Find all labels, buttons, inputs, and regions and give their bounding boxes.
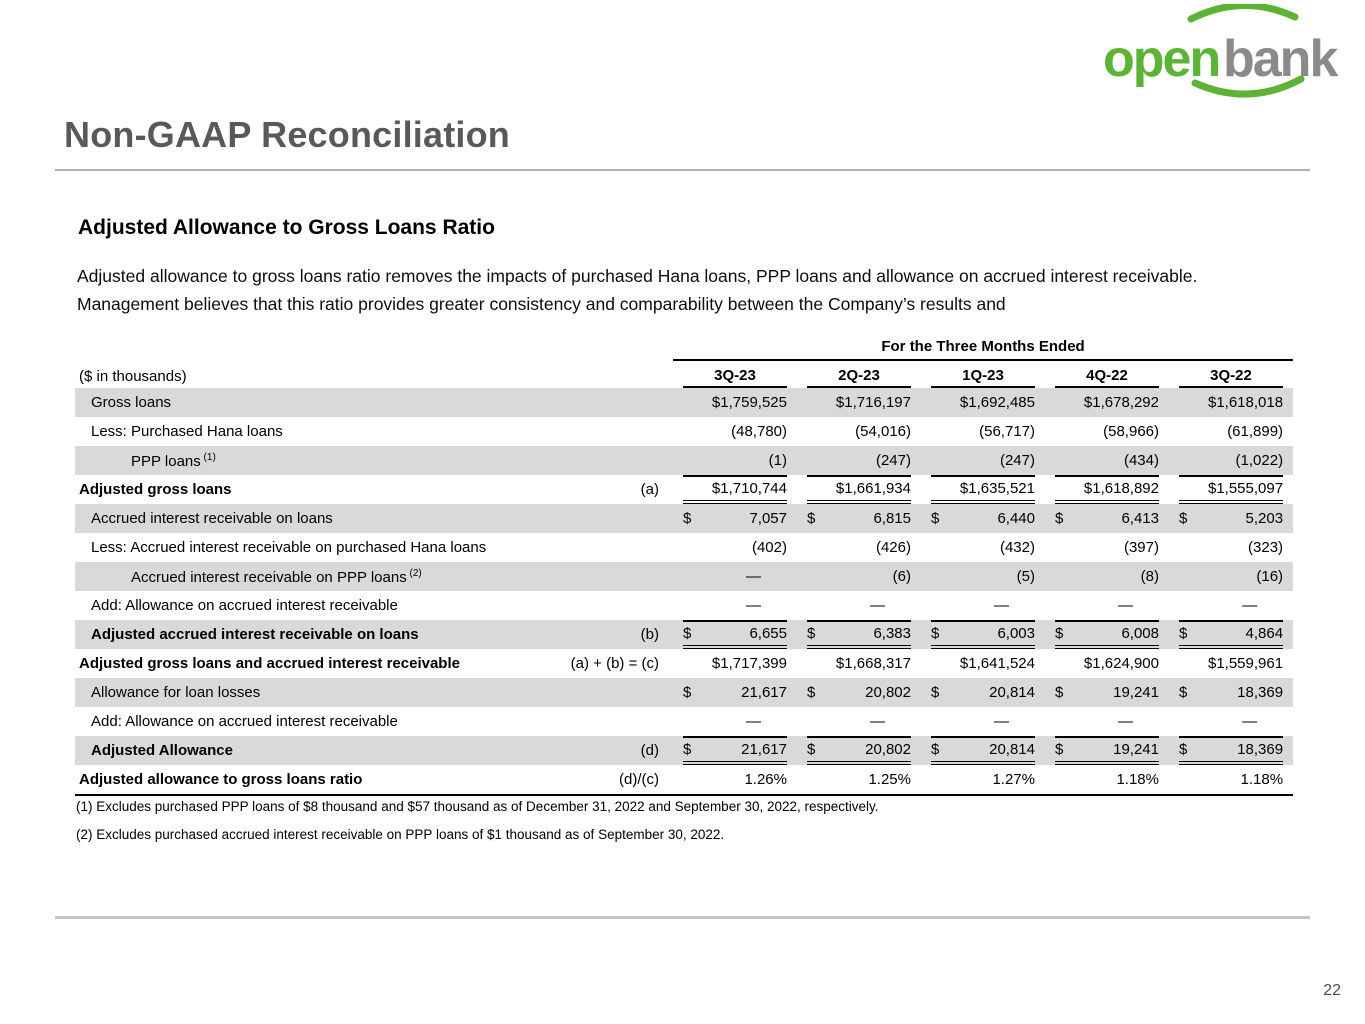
table-row bbox=[75, 533, 1293, 562]
period-header: For the Three Months Ended bbox=[673, 334, 1293, 360]
period-header-row bbox=[75, 334, 1293, 360]
row-formula-label: (b) bbox=[545, 620, 673, 649]
dollar-sign: $ bbox=[1055, 625, 1064, 642]
units-label: ($ in thousands) bbox=[79, 368, 187, 385]
cell-value bbox=[673, 736, 797, 765]
amount: (56,717) bbox=[979, 423, 1035, 440]
row-label: Adjusted allowance to gross loans ratio bbox=[75, 765, 545, 795]
column-header: 3Q-23 bbox=[673, 360, 797, 388]
amount: $1,618,018 bbox=[1207, 394, 1284, 411]
cell-value bbox=[797, 678, 921, 707]
cell-value bbox=[1045, 446, 1169, 475]
table-row bbox=[75, 765, 1293, 795]
dollar-sign: $ bbox=[807, 741, 816, 758]
amount: 1.27% bbox=[992, 771, 1035, 788]
cell-value bbox=[1169, 504, 1293, 533]
table-row bbox=[75, 678, 1293, 707]
amount: (16) bbox=[1256, 568, 1284, 585]
table-body bbox=[75, 388, 1293, 795]
amount: 1.25% bbox=[868, 771, 911, 788]
cell-value bbox=[1169, 562, 1293, 591]
cell-value bbox=[673, 562, 797, 591]
amount: (397) bbox=[1123, 539, 1159, 556]
cell-value bbox=[921, 620, 1045, 649]
cell-value bbox=[673, 765, 797, 795]
section-paragraph: Adjusted allowance to gross loans ratio removes the impacts of purchased Hana loans, PPP loans and allowance on accrued interest receivable. Management believes that this ratio provides greater consistency and comparability between the Company’s results and bbox=[77, 266, 1198, 314]
page-title: Non-GAAP Reconciliation bbox=[64, 114, 510, 155]
row-label: Gross loans bbox=[75, 388, 545, 417]
cell-value bbox=[797, 591, 921, 620]
amount: (48,780) bbox=[731, 423, 787, 440]
amount: 4,864 bbox=[1245, 625, 1284, 642]
dollar-sign: $ bbox=[931, 684, 940, 701]
cell-value bbox=[921, 533, 1045, 562]
cell-value bbox=[797, 475, 921, 504]
row-formula-label: (a) bbox=[640, 481, 659, 498]
amount: 21,617 bbox=[741, 741, 787, 758]
amount: 20,814 bbox=[989, 684, 1035, 701]
dollar-sign: $ bbox=[683, 741, 692, 758]
amount: — bbox=[870, 597, 885, 614]
cell-value bbox=[1045, 765, 1169, 795]
amount: 5,203 bbox=[1245, 510, 1284, 527]
dollar-sign: $ bbox=[931, 741, 940, 758]
cell-value bbox=[1169, 591, 1293, 620]
section-heading: Adjusted Allowance to Gross Loans Ratio bbox=[78, 216, 495, 239]
amount: $1,661,934 bbox=[835, 480, 911, 497]
row-formula-label bbox=[545, 417, 673, 446]
table-row bbox=[75, 707, 1293, 736]
row-formula-label bbox=[545, 591, 673, 620]
cell-value bbox=[673, 388, 797, 417]
dollar-sign: $ bbox=[807, 510, 816, 527]
cell-value bbox=[673, 591, 797, 620]
amount: — bbox=[870, 713, 885, 730]
amount: (5) bbox=[1016, 568, 1035, 585]
cell-value bbox=[797, 417, 921, 446]
amount: $1,635,521 bbox=[959, 480, 1035, 497]
cell-value bbox=[1045, 533, 1169, 562]
dollar-sign: $ bbox=[807, 625, 816, 642]
row-formula-label bbox=[545, 562, 673, 591]
cell-value bbox=[673, 475, 797, 504]
footnote: (2) Excludes purchased accrued interest receivable on PPP loans of $1 thousand as of September 30, 2022. bbox=[76, 827, 725, 842]
cell-value bbox=[1045, 417, 1169, 446]
cell-value bbox=[673, 504, 797, 533]
amount: — bbox=[746, 568, 761, 585]
amount: 19,241 bbox=[1113, 741, 1159, 758]
cell-value bbox=[1045, 649, 1169, 678]
cell-value bbox=[921, 504, 1045, 533]
logo-word-bank: bank bbox=[1223, 30, 1337, 88]
amount: 6,440 bbox=[997, 510, 1035, 527]
amount: $1,678,292 bbox=[1083, 394, 1159, 411]
row-label: Accrued interest receivable on PPP loans $^{(2)}$ bbox=[75, 562, 545, 591]
cell-value bbox=[673, 446, 797, 475]
amount: (8) bbox=[1140, 568, 1159, 585]
cell-value bbox=[921, 736, 1045, 765]
amount: (1,022) bbox=[1235, 452, 1284, 469]
cell-value bbox=[1045, 388, 1169, 417]
amount: — bbox=[746, 597, 761, 614]
amount: 19,241 bbox=[1113, 684, 1159, 701]
cell-value bbox=[1169, 707, 1293, 736]
amount: $1,759,525 bbox=[711, 394, 787, 411]
dollar-sign: $ bbox=[931, 625, 940, 642]
row-label: PPP loans $^{(1)}$ bbox=[75, 446, 545, 475]
cell-value bbox=[1169, 620, 1293, 649]
cell-value bbox=[797, 533, 921, 562]
reconciliation-table-wrap bbox=[75, 334, 1293, 796]
footnote-marker: (1) bbox=[200, 451, 216, 463]
cell-value bbox=[797, 388, 921, 417]
column-header: 1Q-23 bbox=[921, 360, 1045, 388]
row-formula-label: (d) bbox=[545, 736, 673, 765]
table-row bbox=[75, 649, 1293, 678]
amount: $1,641,524 bbox=[959, 655, 1035, 672]
cell-value bbox=[1045, 504, 1169, 533]
page-number: 22 bbox=[1323, 982, 1341, 999]
amount: $1,716,197 bbox=[835, 394, 911, 411]
bottom-divider bbox=[55, 916, 1310, 919]
cell-value bbox=[1045, 678, 1169, 707]
row-formula-label bbox=[545, 446, 673, 475]
amount: $1,559,961 bbox=[1207, 655, 1284, 672]
row-label: Less: Purchased Hana loans bbox=[91, 423, 283, 440]
amount: — bbox=[746, 713, 761, 730]
column-header-row bbox=[75, 360, 1293, 388]
dollar-sign: $ bbox=[807, 684, 816, 701]
cell-value bbox=[921, 475, 1045, 504]
dollar-sign: $ bbox=[1055, 510, 1064, 527]
cell-value bbox=[1169, 475, 1293, 504]
cell-value bbox=[921, 678, 1045, 707]
column-header: 4Q-22 bbox=[1045, 360, 1169, 388]
table-row bbox=[75, 736, 1293, 765]
cell-value bbox=[1045, 736, 1169, 765]
cell-value bbox=[921, 707, 1045, 736]
footnote: (1) Excludes purchased PPP loans of $8 thousand and $57 thousand as of December 31, 2022 and September 30, 2022, respectively. bbox=[76, 799, 879, 814]
table-row bbox=[75, 562, 1293, 591]
amount: 6,413 bbox=[1121, 510, 1159, 527]
cell-value bbox=[1169, 388, 1293, 417]
row-label: Accrued interest receivable on loans bbox=[75, 504, 545, 533]
cell-value bbox=[673, 620, 797, 649]
amount: $1,624,900 bbox=[1083, 655, 1159, 672]
cell-value bbox=[797, 736, 921, 765]
amount: 1.18% bbox=[1116, 771, 1159, 788]
amount: — bbox=[1242, 597, 1258, 614]
amount: 6,008 bbox=[1121, 625, 1159, 642]
amount: (247) bbox=[999, 452, 1035, 469]
amount: 6,003 bbox=[997, 625, 1035, 642]
header-spacer bbox=[545, 360, 673, 388]
cell-value bbox=[797, 649, 921, 678]
row-formula-label bbox=[545, 533, 673, 562]
amount: (1) bbox=[768, 452, 787, 469]
table-row bbox=[75, 475, 1293, 504]
cell-value bbox=[797, 562, 921, 591]
cell-value bbox=[1169, 765, 1293, 795]
cell-value bbox=[921, 591, 1045, 620]
amount: (54,016) bbox=[855, 423, 911, 440]
cell-value bbox=[921, 649, 1045, 678]
cell-value bbox=[1169, 649, 1293, 678]
amount: — bbox=[994, 597, 1009, 614]
amount: 6,383 bbox=[873, 625, 911, 642]
footnote-marker: (2) bbox=[406, 567, 422, 579]
dollar-sign: $ bbox=[1055, 684, 1064, 701]
amount: — bbox=[1118, 597, 1133, 614]
amount: 1.18% bbox=[1240, 771, 1284, 788]
amount: (247) bbox=[875, 452, 911, 469]
amount: $1,555,097 bbox=[1207, 480, 1284, 497]
cell-value bbox=[673, 649, 797, 678]
amount: $1,717,399 bbox=[711, 655, 787, 672]
cell-value bbox=[921, 388, 1045, 417]
cell-value bbox=[797, 707, 921, 736]
table-row bbox=[75, 388, 1293, 417]
cell-value bbox=[1169, 533, 1293, 562]
amount: 18,369 bbox=[1237, 684, 1284, 701]
row-label: Allowance for loan losses bbox=[75, 678, 545, 707]
row-formula-label: (a) + (b) = (c) bbox=[570, 655, 659, 672]
amount: 21,617 bbox=[741, 684, 787, 701]
amount: 6,815 bbox=[873, 510, 911, 527]
amount: (426) bbox=[875, 539, 911, 556]
cell-value bbox=[1045, 707, 1169, 736]
amount: $1,668,317 bbox=[835, 655, 911, 672]
amount: 20,814 bbox=[989, 741, 1035, 758]
dollar-sign: $ bbox=[1179, 625, 1188, 642]
dollar-sign: $ bbox=[683, 510, 692, 527]
cell-value bbox=[797, 504, 921, 533]
amount: (61,899) bbox=[1227, 423, 1284, 440]
table-row bbox=[75, 504, 1293, 533]
header-spacer bbox=[75, 334, 673, 360]
amount: $1,710,744 bbox=[711, 480, 787, 497]
reconciliation-table bbox=[75, 334, 1293, 796]
row-formula-label: (d)/(c) bbox=[545, 765, 673, 795]
dollar-sign: $ bbox=[683, 625, 692, 642]
row-label: Add: Allowance on accrued interest receivable bbox=[91, 713, 398, 730]
cell-value bbox=[921, 417, 1045, 446]
table-row bbox=[75, 620, 1293, 649]
amount: 6,655 bbox=[749, 625, 787, 642]
amount: 7,057 bbox=[749, 510, 787, 527]
row-label: Adjusted gross loans and accrued interest receivable bbox=[79, 655, 460, 672]
openbank-logo bbox=[1095, 4, 1353, 98]
footnotes bbox=[76, 799, 879, 855]
amount: (402) bbox=[751, 539, 787, 556]
table-row bbox=[75, 591, 1293, 620]
amount: (434) bbox=[1123, 452, 1159, 469]
dollar-sign: $ bbox=[683, 684, 692, 701]
logo-word-open: open bbox=[1103, 30, 1220, 88]
dollar-sign: $ bbox=[1179, 684, 1188, 701]
dollar-sign: $ bbox=[931, 510, 940, 527]
amount: $1,692,485 bbox=[959, 394, 1035, 411]
title-divider bbox=[55, 169, 1310, 171]
row-formula-label bbox=[545, 678, 673, 707]
row-label: Adjusted accrued interest receivable on loans bbox=[75, 620, 545, 649]
cell-value bbox=[797, 620, 921, 649]
cell-value bbox=[1045, 620, 1169, 649]
amount: 20,802 bbox=[865, 741, 911, 758]
dollar-sign: $ bbox=[1179, 741, 1188, 758]
amount: $1,618,892 bbox=[1083, 480, 1159, 497]
cell-value bbox=[921, 446, 1045, 475]
cell-value bbox=[1045, 591, 1169, 620]
row-formula-label bbox=[545, 707, 673, 736]
cell-value bbox=[797, 765, 921, 795]
cell-value bbox=[1169, 446, 1293, 475]
amount: (58,966) bbox=[1103, 423, 1159, 440]
cell-value bbox=[921, 562, 1045, 591]
table-row bbox=[75, 446, 1293, 475]
cell-value bbox=[921, 765, 1045, 795]
amount: (432) bbox=[999, 539, 1035, 556]
cell-value bbox=[1045, 562, 1169, 591]
cell-value bbox=[1169, 678, 1293, 707]
cell-value bbox=[797, 446, 921, 475]
amount: (6) bbox=[892, 568, 911, 585]
column-header: 2Q-23 bbox=[797, 360, 921, 388]
row-label: Add: Allowance on accrued interest receivable bbox=[91, 597, 398, 614]
row-label: Adjusted gross loans bbox=[79, 481, 232, 498]
amount: — bbox=[1118, 713, 1133, 730]
row-label: Adjusted Allowance bbox=[75, 736, 545, 765]
amount: — bbox=[994, 713, 1009, 730]
amount: — bbox=[1242, 713, 1258, 730]
dollar-sign: $ bbox=[1179, 510, 1188, 527]
cell-value bbox=[1169, 417, 1293, 446]
amount: (323) bbox=[1248, 539, 1284, 556]
cell-value bbox=[673, 678, 797, 707]
cell-value bbox=[1169, 736, 1293, 765]
cell-value bbox=[673, 417, 797, 446]
amount: 1.26% bbox=[744, 771, 787, 788]
cell-value bbox=[673, 707, 797, 736]
amount: 20,802 bbox=[865, 684, 911, 701]
dollar-sign: $ bbox=[1055, 741, 1064, 758]
row-label: Less: Accrued interest receivable on purchased Hana loans bbox=[91, 539, 487, 556]
cell-value bbox=[673, 533, 797, 562]
logo-top-arc-icon bbox=[1191, 5, 1295, 19]
amount: 18,369 bbox=[1237, 741, 1284, 758]
row-formula-label bbox=[545, 504, 673, 533]
cell-value bbox=[1045, 475, 1169, 504]
row-formula-label bbox=[545, 388, 673, 417]
column-header: 3Q-22 bbox=[1169, 360, 1293, 388]
table-row bbox=[75, 417, 1293, 446]
